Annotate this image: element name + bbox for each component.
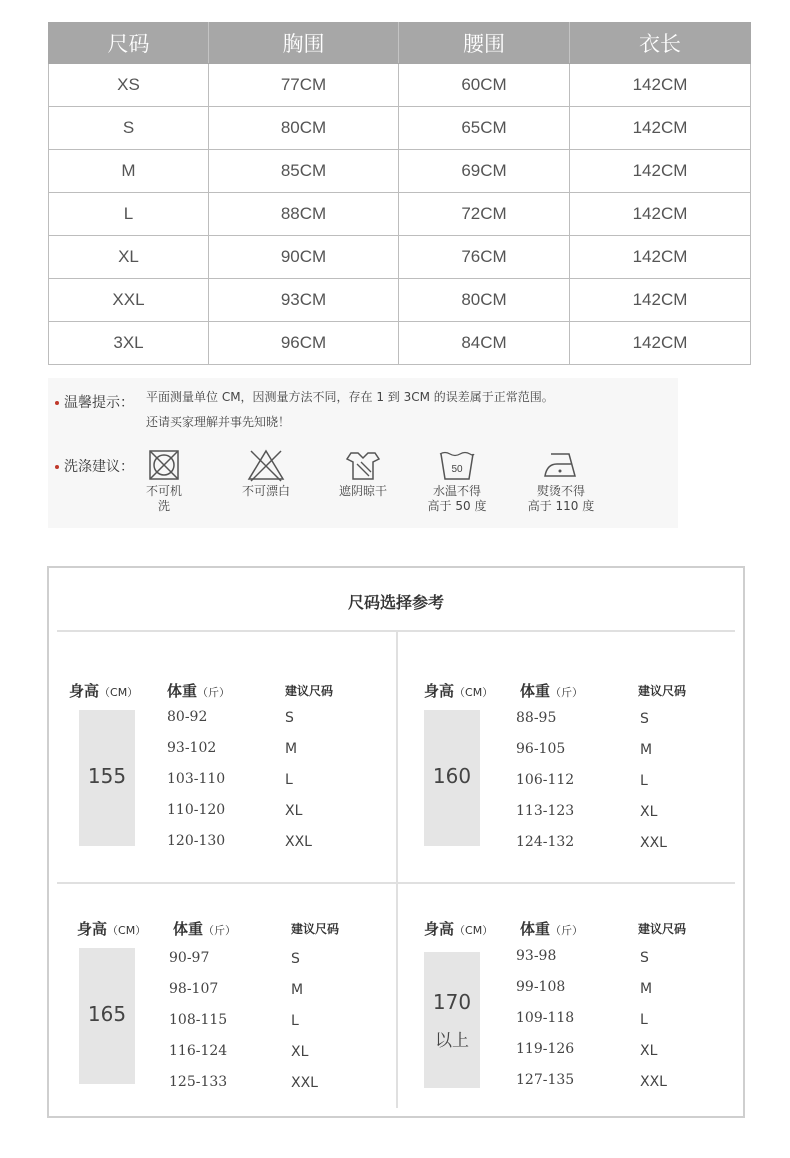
weight-header (173, 918, 236, 939)
size-value: XXL (291, 1075, 318, 1091)
height-label: 身高 (424, 920, 455, 938)
size-value: S (285, 710, 294, 726)
height-box (424, 710, 480, 846)
table-row (49, 193, 751, 236)
table-row (49, 107, 751, 150)
care-item-shade-dry (332, 448, 394, 499)
weight-range: 88-95 (516, 710, 557, 726)
size-value: L (291, 1013, 299, 1029)
weight-range: 120-130 (167, 833, 226, 849)
bullet-dot (55, 401, 59, 405)
waist-cell: 60CM (399, 64, 570, 107)
size-value: M (285, 741, 298, 757)
reference-quadrant (77, 918, 407, 1158)
height-unit: （CM） (99, 686, 139, 699)
length-cell: 142CM (570, 150, 751, 193)
waist-cell: 69CM (399, 150, 570, 193)
weight-unit: （斤） (197, 686, 231, 699)
size-header: 建议尺码 (291, 922, 340, 936)
iron-icon (541, 448, 581, 482)
height-unit: （CM） (454, 686, 494, 699)
header-size: 尺码 (49, 23, 209, 64)
height-header (424, 918, 493, 939)
size-cell: XL (49, 236, 209, 279)
weight-range: 103-110 (167, 771, 226, 787)
no-bleach-icon (246, 448, 286, 482)
length-cell: 142CM (570, 236, 751, 279)
care-label: 水温不得 (432, 484, 481, 498)
care-label: 不可漂白 (241, 484, 290, 498)
weight-range: 108-115 (169, 1012, 228, 1028)
weight-range: 93-102 (167, 740, 217, 756)
weight-label: 体重 (173, 920, 204, 938)
size-cell: XXL (49, 279, 209, 322)
care-label: 高于 50 度 (427, 499, 487, 513)
chest-cell: 93CM (209, 279, 399, 322)
length-cell: 142CM (570, 279, 751, 322)
weight-label: 体重 (167, 682, 198, 700)
weight-unit: （斤） (203, 924, 237, 937)
reminder-label: 温馨提示： (64, 395, 134, 411)
care-item-iron (518, 448, 604, 514)
waist-cell: 76CM (399, 236, 570, 279)
height-value: 165 (87, 1002, 127, 1026)
weight-range: 93-98 (516, 948, 557, 964)
header-length: 衣长 (570, 23, 751, 64)
size-header: 建议尺码 (638, 684, 687, 698)
weight-range: 98-107 (169, 981, 219, 997)
size-table (48, 22, 751, 365)
size-value: XL (640, 1043, 658, 1059)
weight-range: 125-133 (169, 1074, 228, 1090)
waist-cell: 84CM (399, 322, 570, 365)
size-reference-panel (47, 566, 745, 1118)
size-value: M (291, 982, 304, 998)
chest-cell: 80CM (209, 107, 399, 150)
size-cell: XS (49, 64, 209, 107)
size-value: XL (291, 1044, 309, 1060)
care-item-wash-50 (418, 448, 496, 514)
height-box (79, 710, 135, 846)
size-value: L (640, 773, 648, 789)
table-row (49, 279, 751, 322)
waist-cell: 72CM (399, 193, 570, 236)
height-unit: （CM） (107, 924, 147, 937)
weight-range: 90-97 (169, 950, 210, 966)
chest-cell: 77CM (209, 64, 399, 107)
size-value: L (285, 772, 293, 788)
header-waist: 腰围 (399, 23, 570, 64)
wash-50-icon (437, 448, 477, 482)
waist-cell: 80CM (399, 279, 570, 322)
weight-range: 119-126 (516, 1041, 575, 1057)
length-cell: 142CM (570, 193, 751, 236)
size-value: S (291, 951, 300, 967)
height-label: 身高 (424, 682, 455, 700)
size-cell: 3XL (49, 322, 209, 365)
height-label: 身高 (77, 920, 108, 938)
care-item-no-machine-wash (142, 448, 186, 514)
weight-label: 体重 (520, 920, 551, 938)
reminder-line-1: 平面测量单位 CM，因测量方法不同，存在 1 到 3CM 的误差属于正常范围。 (146, 390, 554, 404)
length-cell: 142CM (570, 64, 751, 107)
height-value: 170 (432, 990, 472, 1014)
height-value: 160 (432, 764, 472, 788)
weight-header (520, 680, 583, 701)
no-machine-wash-icon (147, 448, 181, 482)
table-row (49, 322, 751, 365)
care-label: 熨烫不得 (536, 484, 585, 498)
chest-cell: 85CM (209, 150, 399, 193)
size-table-header (49, 23, 751, 64)
weight-range: 116-124 (169, 1043, 228, 1059)
table-row (49, 236, 751, 279)
size-value: S (640, 950, 649, 966)
table-row (49, 64, 751, 107)
height-header (424, 680, 493, 701)
table-row (49, 150, 751, 193)
weight-range: 96-105 (516, 741, 566, 757)
size-value: L (640, 1012, 648, 1028)
size-value: M (640, 981, 653, 997)
size-header: 建议尺码 (638, 922, 687, 936)
weight-range: 99-108 (516, 979, 566, 995)
size-cell: L (49, 193, 209, 236)
size-value: XL (285, 803, 303, 819)
size-cell: M (49, 150, 209, 193)
height-box (424, 952, 480, 1088)
size-value: XXL (285, 834, 312, 850)
care-item-no-bleach (238, 448, 294, 499)
size-value: M (640, 742, 653, 758)
header-chest: 胸围 (209, 23, 399, 64)
weight-range: 113-123 (516, 803, 575, 819)
size-header: 建议尺码 (285, 684, 334, 698)
reminder-line-2: 还请买家理解并事先知晓！ (146, 415, 291, 429)
height-header (69, 680, 138, 701)
weight-range: 109-118 (516, 1010, 575, 1026)
size-value: XL (640, 804, 658, 820)
chest-cell: 90CM (209, 236, 399, 279)
care-label: 遮阴晾干 (338, 484, 387, 498)
size-value: S (640, 711, 649, 727)
reference-quadrant (69, 680, 399, 920)
length-cell: 142CM (570, 107, 751, 150)
care-label: 不可机洗 (145, 484, 182, 513)
weight-label: 体重 (520, 682, 551, 700)
chest-cell: 96CM (209, 322, 399, 365)
size-value: XXL (640, 835, 667, 851)
weight-header (167, 680, 230, 701)
waist-cell: 65CM (399, 107, 570, 150)
care-label: 高于 110 度 (527, 499, 595, 513)
height-unit: （CM） (454, 924, 494, 937)
size-cell: S (49, 107, 209, 150)
bullet-dot (55, 465, 59, 469)
size-value: XXL (640, 1074, 667, 1090)
height-header (77, 918, 146, 939)
height-value: 155 (87, 764, 127, 788)
weight-range: 110-120 (167, 802, 226, 818)
chest-cell: 88CM (209, 193, 399, 236)
reference-title: 尺码选择参考 (347, 593, 444, 612)
reference-quadrant (424, 680, 754, 920)
weight-range: 124-132 (516, 834, 575, 850)
weight-unit: （斤） (550, 924, 584, 937)
height-label: 身高 (69, 682, 100, 700)
weight-range: 127-135 (516, 1072, 575, 1088)
reference-quadrant (424, 918, 754, 1158)
wash-label: 洗涤建议： (64, 459, 134, 475)
weight-header (520, 918, 583, 939)
length-cell: 142CM (570, 322, 751, 365)
shade-dry-icon (345, 448, 381, 482)
weight-range: 106-112 (516, 772, 575, 788)
height-note: 以上 (435, 1031, 469, 1051)
height-box (79, 948, 135, 1084)
wash-temp-text: 50 (451, 464, 463, 475)
weight-unit: （斤） (550, 686, 584, 699)
weight-range: 80-92 (167, 709, 208, 725)
